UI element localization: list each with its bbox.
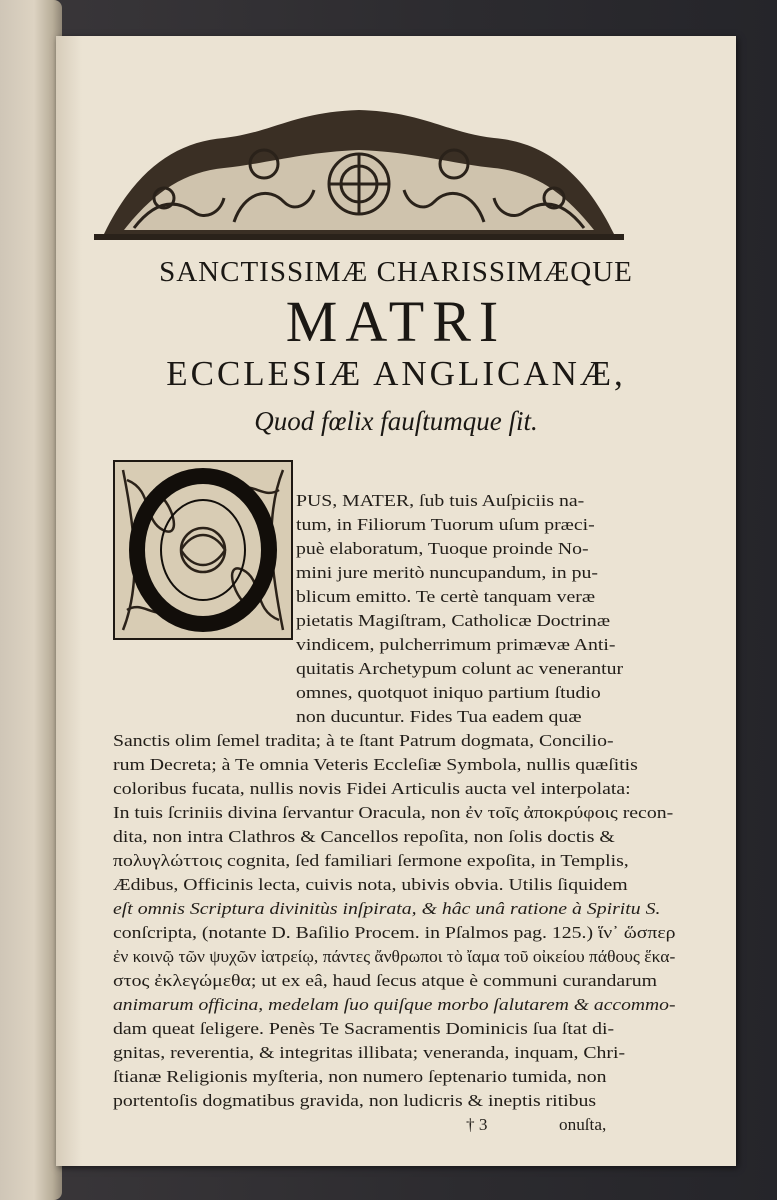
catchword: onuſta, bbox=[559, 1115, 607, 1134]
text-line: portentoſis dogmatibus gravida, non ludicris & ineptis ritibus bbox=[113, 1091, 597, 1110]
text-line: πολυγλώττοις cognita, ſed familiari ſermone expoſita, in Templis, bbox=[113, 851, 629, 870]
text-line: Ædibus, Officinis lecta, cuivis nota, ubivis obvia. Utilis ſiquidem bbox=[113, 875, 628, 894]
book-page bbox=[56, 36, 736, 1166]
text-line: dam queat ſeligere. Penès Te Sacramentis Dominicis ſua ſtat di- bbox=[113, 1019, 615, 1038]
left-page-edge bbox=[0, 0, 62, 1200]
text-line: Sanctis olim ſemel tradita; à te ſtant Patrum dogmata, Concilio- bbox=[113, 731, 614, 750]
text-line: tum, in Filiorum Tuorum uſum præci- bbox=[296, 515, 595, 534]
text-line: non ducuntur. Fides Tua eadem quæ bbox=[296, 707, 582, 726]
title-line-2: MATRI bbox=[285, 289, 507, 354]
signature-mark: † 3 bbox=[466, 1115, 488, 1134]
text-line: blicum emitto. Te certè tanquam veræ bbox=[296, 587, 596, 606]
text-line: omnes, quotquot iniquo partium ſtudio bbox=[296, 683, 601, 702]
text-line: mini jure meritò nuncupandum, in pu- bbox=[296, 563, 598, 582]
text-line: στος ἐκλεγώμεθα; ut ex eâ, haud ſecus atque è communi curandarum bbox=[113, 971, 658, 990]
title-line-4: Quod fœlix fauſtumque ſit. bbox=[254, 406, 538, 436]
text-line: rum Decreta; à Te omnia Veteris Eccleſiæ Symbola, nullis quæſitis bbox=[113, 755, 638, 774]
text-line: dita, non intra Clathros & Cancellos repoſita, non ſolis doctis & bbox=[113, 827, 615, 846]
text-line: ſtianæ Religionis myſteria, non numero ſeptenario tumida, non bbox=[113, 1067, 607, 1086]
text-line: ἐν κοινῷ τῶν ψυχῶν ἰατρείῳ, πάντες ἄνθρωποι τὸ ἴαμα τοῦ οἰκείου πάθους ἕκα- bbox=[113, 947, 676, 966]
text-line: PUS, MATER, ſub tuis Auſpiciis na- bbox=[296, 491, 585, 510]
text-line: quitatis Archetypum colunt ac venerantur bbox=[296, 659, 624, 678]
text-line: In tuis ſcriniis divina ſervantur Oracula, non ἐν τοῖς ἀποκρύφοις recon- bbox=[113, 803, 674, 822]
text-line: vindicem, pulcherrimum primævæ Anti- bbox=[296, 635, 616, 654]
text-line: conſcripta, (notante D. Baſilio Procem. in Pſalmos pag. 125.) ἵν᾽ ὥσπερ bbox=[113, 923, 676, 942]
text-line: animarum officina, medelam ſuo quiſque morbo ſalutarem & accommo- bbox=[113, 995, 676, 1014]
text-line: gnitas, reverentia, & integritas illibata; veneranda, inquam, Chri- bbox=[113, 1043, 626, 1062]
body-text bbox=[56, 36, 736, 1166]
text-line: eſt omnis Scriptura divinitùs inſpirata, & hâc unâ ratione à Spiritu S. bbox=[113, 899, 661, 918]
text-line: pietatis Magiſtram, Catholicæ Doctrinæ bbox=[296, 611, 611, 630]
text-line: puè elaboratum, Tuoque proinde No- bbox=[296, 539, 589, 558]
title-line-1: SANCTISSIMÆ CHARISSIMÆQUE bbox=[159, 256, 633, 288]
text-line: coloribus fucata, nullis novis Fidei Articulis aucta vel interpolata: bbox=[113, 779, 631, 798]
title-line-3: ECCLESIÆ ANGLICANÆ, bbox=[166, 354, 626, 393]
